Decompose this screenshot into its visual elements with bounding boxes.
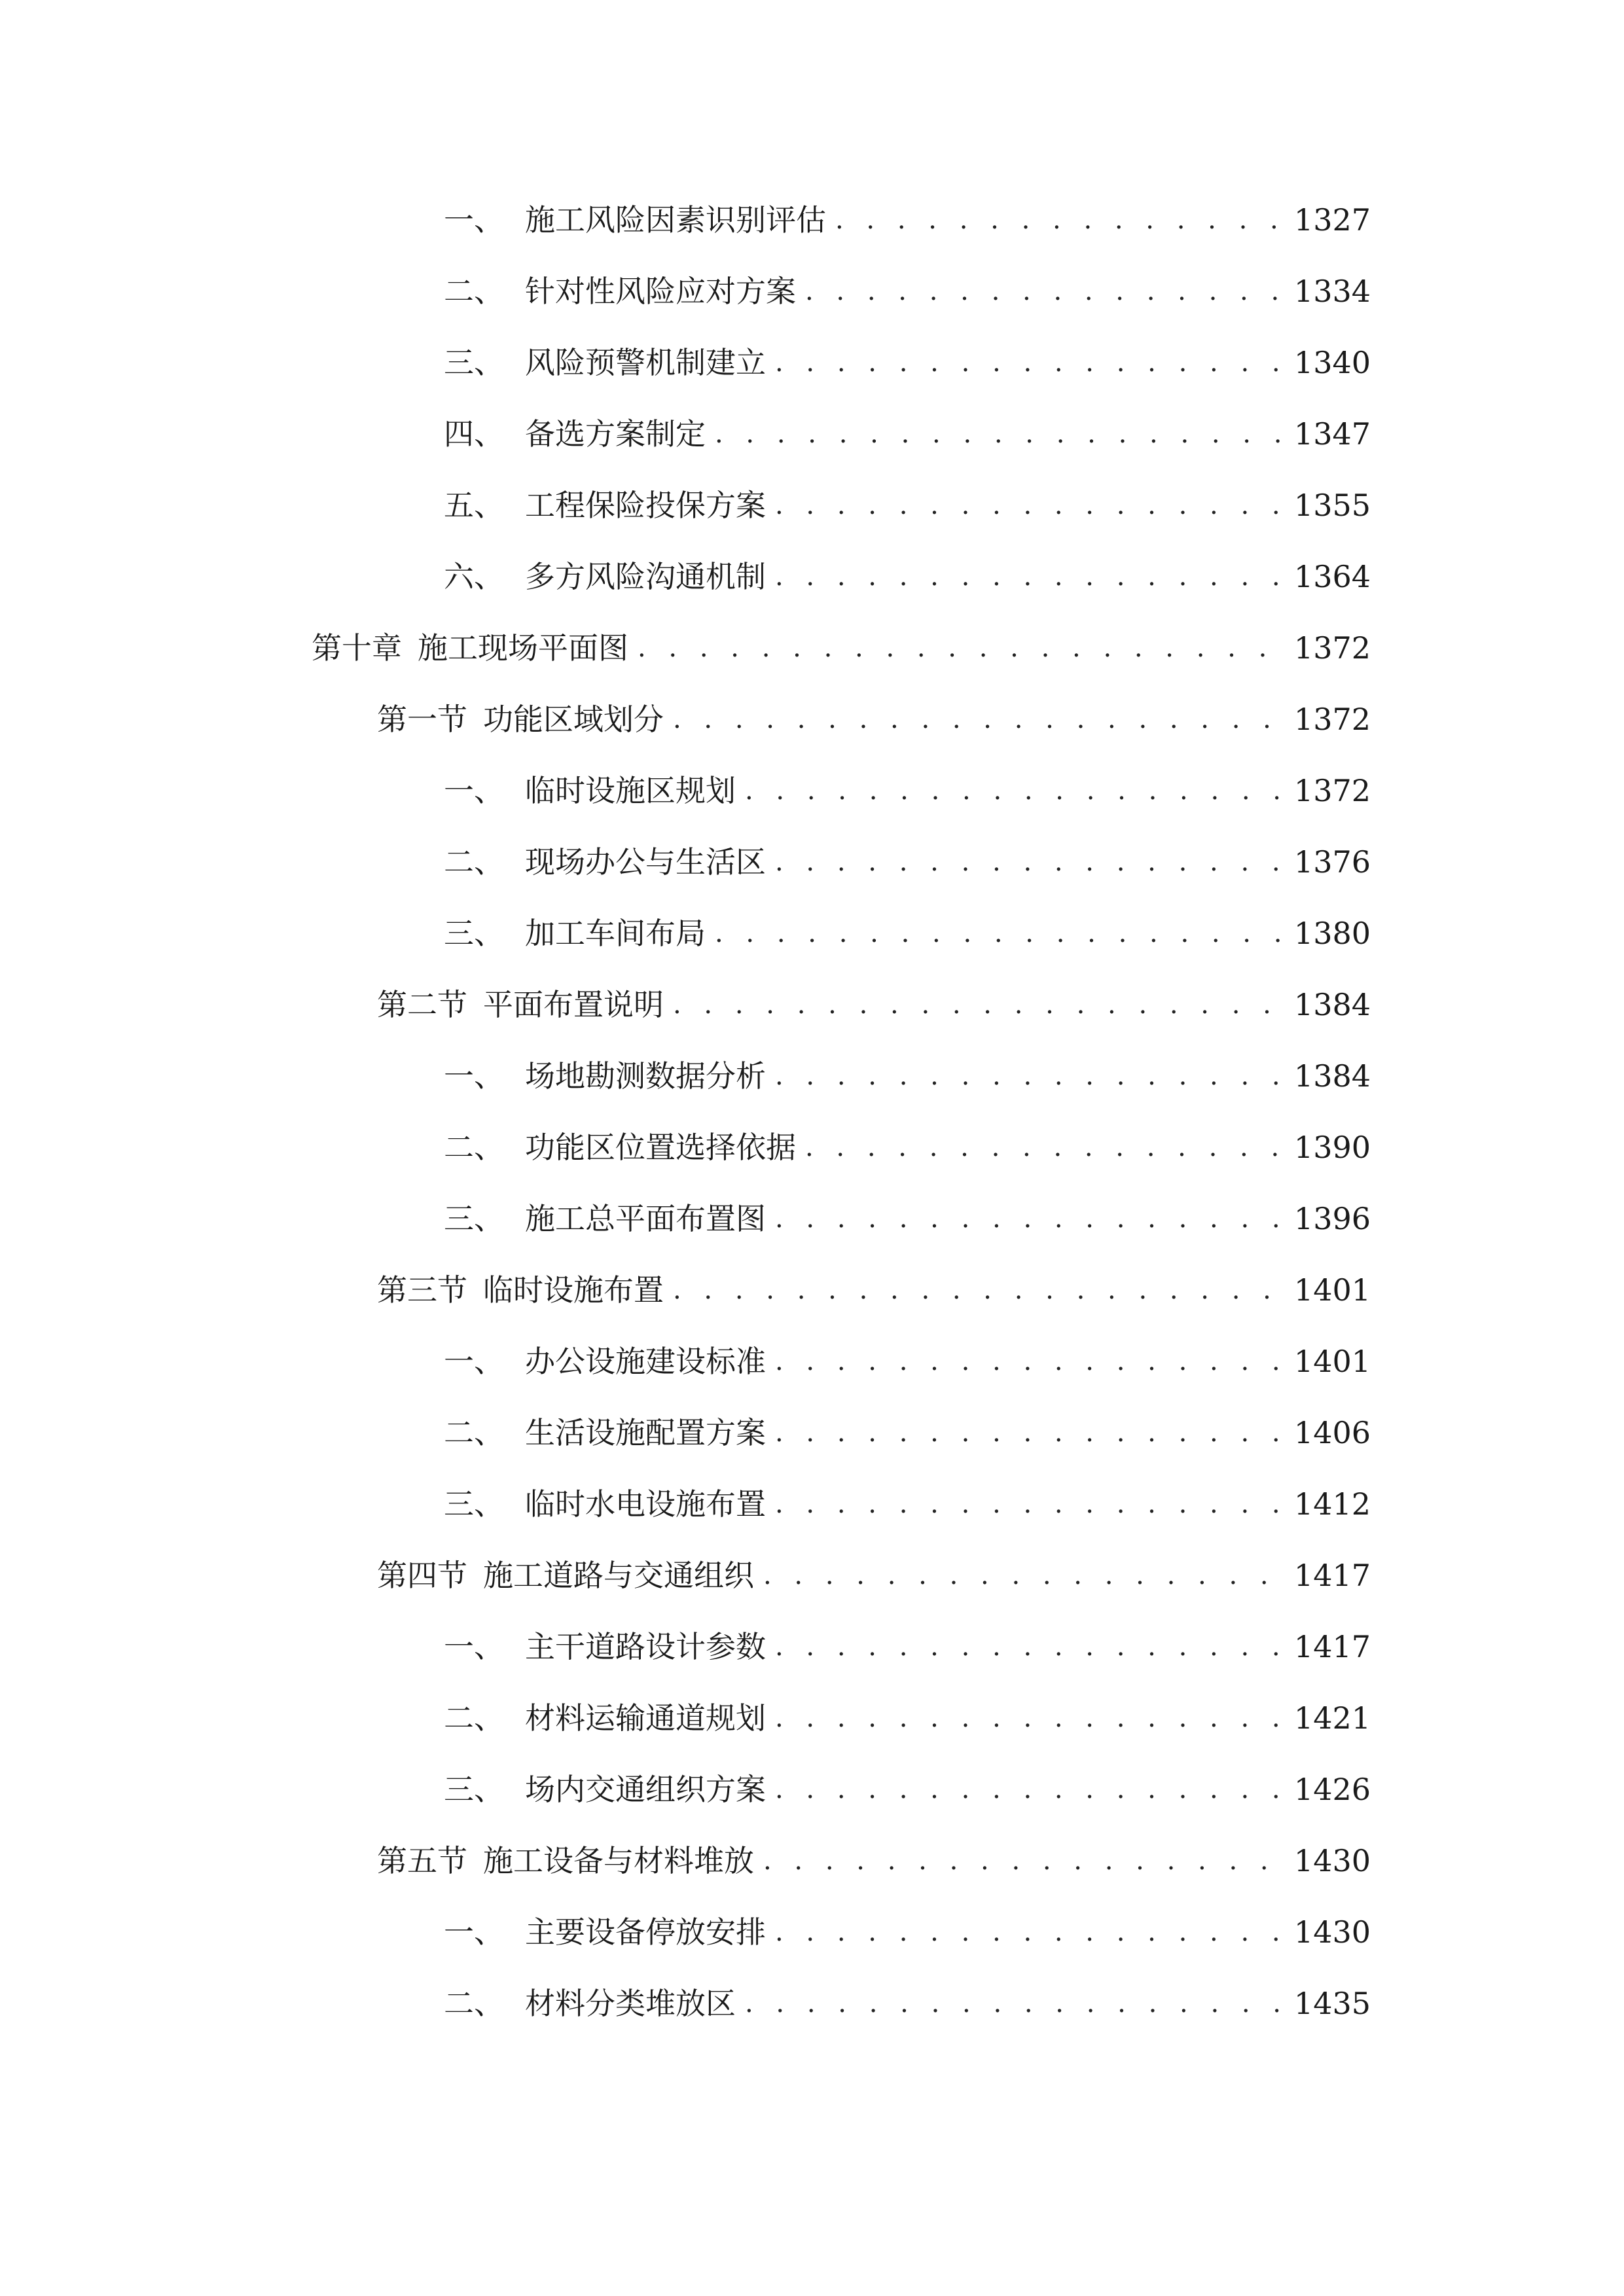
- toc-entry[interactable]: [444, 550, 1371, 603]
- toc-section-number: 第二节: [377, 987, 467, 1022]
- toc-section[interactable]: [377, 693, 1371, 745]
- toc-section-number: 第五节: [377, 1843, 467, 1878]
- toc-entry-number: 二、: [444, 1700, 504, 1736]
- toc-entry-title: 主干道路设计参数: [525, 1629, 766, 1664]
- toc-entry-page: 1390: [1293, 1130, 1371, 1165]
- toc-entry-title: 针对性风险应对方案: [525, 274, 796, 309]
- toc-section-title: 施工设备与材料堆放: [483, 1843, 754, 1878]
- dot-leader: [745, 1977, 1285, 2030]
- toc-section-title: 功能区域划分: [483, 702, 664, 737]
- toc-chapter-number: 第十章: [312, 630, 402, 666]
- toc-entry-number: 三、: [444, 345, 504, 380]
- dot-leader: [673, 693, 1285, 745]
- toc-section-title: 临时设施布置: [483, 1272, 664, 1308]
- toc-entry[interactable]: [444, 1763, 1371, 1816]
- toc-entry-page: 1384: [1293, 1058, 1371, 1094]
- toc-section-number: 第四节: [377, 1558, 467, 1593]
- dot-leader: [775, 336, 1285, 389]
- toc-section[interactable]: [377, 1549, 1371, 1602]
- dot-leader: [775, 1621, 1285, 1673]
- toc-entry-title: 施工总平面布置图: [525, 1201, 766, 1236]
- toc-entry-number: 一、: [444, 202, 504, 238]
- toc-entry-number: 二、: [444, 844, 504, 880]
- toc-entry[interactable]: [444, 764, 1371, 817]
- toc-entry[interactable]: [444, 1193, 1371, 1245]
- toc-entry-title: 现场办公与生活区: [525, 844, 766, 880]
- toc-entry-number: 六、: [444, 559, 504, 594]
- toc-entry-title: 办公设施建设标准: [525, 1344, 766, 1379]
- dot-leader: [775, 550, 1285, 603]
- toc-entry-number: 三、: [444, 1486, 504, 1522]
- toc-entry-number: 一、: [444, 1629, 504, 1664]
- toc-entry[interactable]: [444, 907, 1371, 960]
- dot-leader: [775, 1692, 1285, 1744]
- toc-entry-page: 1334: [1293, 274, 1371, 309]
- toc-section-page: 1401: [1293, 1272, 1371, 1308]
- dot-leader: [775, 1193, 1285, 1245]
- toc-entry[interactable]: [444, 1977, 1371, 2030]
- toc-entry[interactable]: [444, 1692, 1371, 1744]
- toc-entry-title: 施工风险因素识别评估: [525, 202, 826, 238]
- toc-entry-number: 三、: [444, 916, 504, 951]
- toc-entry-page: 1426: [1293, 1772, 1371, 1807]
- dot-leader: [775, 836, 1285, 888]
- toc-entry-number: 三、: [444, 1772, 504, 1807]
- dot-leader: [775, 1763, 1285, 1816]
- toc-section[interactable]: [377, 978, 1371, 1031]
- dot-leader: [775, 1906, 1285, 1958]
- dot-leader: [673, 1264, 1285, 1316]
- toc-chapter[interactable]: [312, 622, 1371, 674]
- toc-section-page: 1417: [1293, 1558, 1371, 1593]
- dot-leader: [745, 764, 1285, 817]
- toc-section[interactable]: [377, 1835, 1371, 1887]
- toc-entry[interactable]: [444, 265, 1371, 317]
- dot-leader: [775, 1335, 1285, 1388]
- dot-leader: [775, 1407, 1285, 1459]
- toc-entry[interactable]: [444, 1621, 1371, 1673]
- toc-entry-number: 一、: [444, 1914, 504, 1950]
- dot-leader: [775, 479, 1285, 531]
- toc-entry-title: 多方风险沟通机制: [525, 559, 766, 594]
- toc-entry-number: 二、: [444, 1415, 504, 1450]
- toc-section-title: 平面布置说明: [483, 987, 664, 1022]
- toc-entry-page: 1355: [1293, 488, 1371, 523]
- toc-entry-page: 1396: [1293, 1201, 1371, 1236]
- toc-entry-title: 工程保险投保方案: [525, 488, 766, 523]
- dot-leader: [763, 1549, 1285, 1602]
- toc-entry[interactable]: [444, 1121, 1371, 1174]
- toc-entry[interactable]: [444, 194, 1371, 246]
- toc-entry-title: 材料分类堆放区: [525, 1986, 736, 2021]
- toc-entry[interactable]: [444, 479, 1371, 531]
- toc-entry-page: 1406: [1293, 1415, 1371, 1450]
- toc-entry-page: 1430: [1293, 1914, 1371, 1950]
- toc-entry-title: 功能区位置选择依据: [525, 1130, 796, 1165]
- toc-entry-page: 1412: [1293, 1486, 1371, 1522]
- toc-entry-title: 主要设备停放安排: [525, 1914, 766, 1950]
- toc-entry-number: 二、: [444, 274, 504, 309]
- toc-entry-number: 一、: [444, 1344, 504, 1379]
- toc-entry-title: 临时水电设施布置: [525, 1486, 766, 1522]
- toc-entry[interactable]: [444, 1050, 1371, 1102]
- dot-leader: [715, 907, 1285, 960]
- toc-entry-title: 场内交通组织方案: [525, 1772, 766, 1807]
- toc-section[interactable]: [377, 1264, 1371, 1316]
- toc-entry-page: 1364: [1293, 559, 1371, 594]
- dot-leader: [775, 1478, 1285, 1530]
- toc-entry-page: 1401: [1293, 1344, 1371, 1379]
- dot-leader: [775, 1050, 1285, 1102]
- toc-entry-title: 临时设施区规划: [525, 773, 736, 808]
- toc-section-title: 施工道路与交通组织: [483, 1558, 754, 1593]
- toc-entry[interactable]: [444, 1478, 1371, 1530]
- toc-entry-page: 1421: [1293, 1700, 1371, 1736]
- toc-entry-number: 一、: [444, 1058, 504, 1094]
- toc-entry-page: 1380: [1293, 916, 1371, 951]
- toc-entry[interactable]: [444, 336, 1371, 389]
- dot-leader: [673, 978, 1285, 1031]
- dot-leader: [638, 622, 1285, 674]
- dot-leader: [805, 265, 1285, 317]
- dot-leader: [763, 1835, 1285, 1887]
- toc-entry-page: 1340: [1293, 345, 1371, 380]
- toc-entry-page: 1372: [1293, 773, 1371, 808]
- toc-entry-number: 三、: [444, 1201, 504, 1236]
- toc-entry-number: 四、: [444, 416, 504, 452]
- toc-chapter-page: 1372: [1293, 630, 1371, 666]
- toc-section-page: 1384: [1293, 987, 1371, 1022]
- toc-entry-page: 1347: [1293, 416, 1371, 452]
- toc-entry-title: 风险预警机制建立: [525, 345, 766, 380]
- toc-entry-number: 五、: [444, 488, 504, 523]
- toc-entry[interactable]: [444, 1335, 1371, 1388]
- toc-entry-number: 二、: [444, 1986, 504, 2021]
- toc-entry-title: 材料运输通道规划: [525, 1700, 766, 1736]
- dot-leader: [835, 194, 1285, 246]
- toc-entry[interactable]: [444, 1407, 1371, 1459]
- toc-entry-page: 1435: [1293, 1986, 1371, 2021]
- dot-leader: [715, 408, 1285, 460]
- toc-entry-number: 一、: [444, 773, 504, 808]
- toc-entry-title: 场地勘测数据分析: [525, 1058, 766, 1094]
- toc-section-page: 1372: [1293, 702, 1371, 737]
- toc-section-number: 第一节: [377, 702, 467, 737]
- toc-entry-page: 1327: [1293, 202, 1371, 238]
- toc-section-number: 第三节: [377, 1272, 467, 1308]
- toc-section-page: 1430: [1293, 1843, 1371, 1878]
- toc-entry-title: 备选方案制定: [525, 416, 706, 452]
- toc-entry[interactable]: [444, 1906, 1371, 1958]
- toc-entry[interactable]: [444, 836, 1371, 888]
- dot-leader: [805, 1121, 1285, 1174]
- toc-entry-page: 1376: [1293, 844, 1371, 880]
- toc-entry-page: 1417: [1293, 1629, 1371, 1664]
- toc-entry-title: 生活设施配置方案: [525, 1415, 766, 1450]
- toc-entry-number: 二、: [444, 1130, 504, 1165]
- toc-entry[interactable]: [444, 408, 1371, 460]
- toc-entry-title: 加工车间布局: [525, 916, 706, 951]
- toc-chapter-title: 施工现场平面图: [418, 630, 628, 666]
